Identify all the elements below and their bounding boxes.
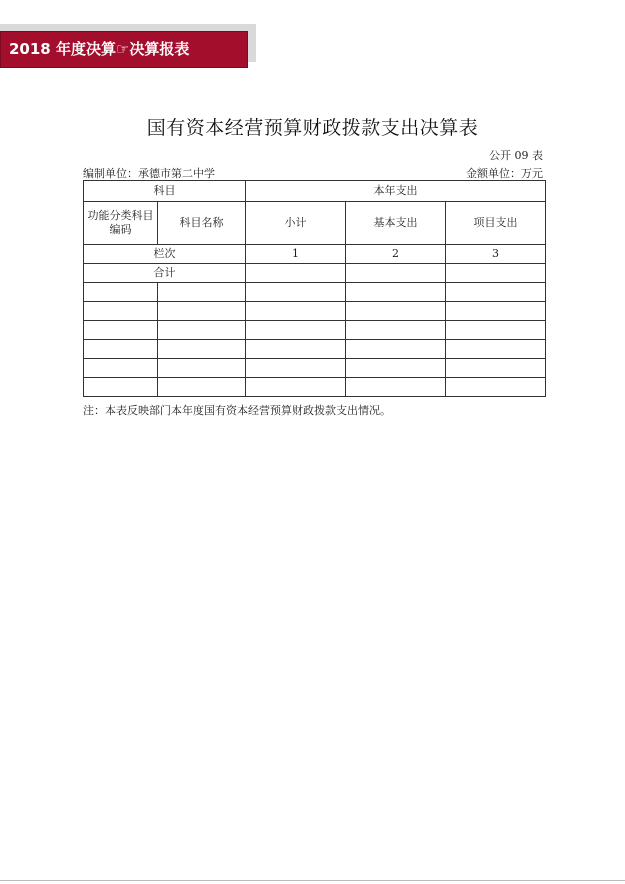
table-row <box>84 359 546 378</box>
compiling-unit: 编制单位：承德市第二中学 <box>83 167 215 180</box>
col-code-header: 功能分类科目编码 <box>84 202 158 245</box>
expenditure-table <box>83 180 546 397</box>
col-subtotal-header: 小计 <box>246 202 346 245</box>
group-year-expenditure-header: 本年支出 <box>246 181 546 202</box>
row-index-2: 2 <box>346 245 446 264</box>
amount-unit: 金额单位：万元 <box>466 167 543 180</box>
table-row <box>84 378 546 397</box>
footnote: 注：本表反映部门本年度国有资本经营预算财政拨款支出情况。 <box>83 404 391 417</box>
table-row <box>84 302 546 321</box>
table-row <box>84 321 546 340</box>
total-basic-cell <box>346 264 446 283</box>
table-row <box>84 340 546 359</box>
report-banner: 2018 年度决算☞决算报表 <box>0 31 248 68</box>
total-subtotal-cell <box>246 264 346 283</box>
col-name-header: 科目名称 <box>158 202 246 245</box>
row-index-3: 3 <box>446 245 546 264</box>
group-subject-header: 科目 <box>84 181 246 202</box>
page-title: 国有资本经营预算财政拨款支出决算表 <box>146 117 479 139</box>
row-index-1: 1 <box>246 245 346 264</box>
table-row <box>84 283 546 302</box>
total-project-cell <box>446 264 546 283</box>
total-label: 合计 <box>84 264 246 283</box>
form-code: 公开 09 表 <box>489 149 543 162</box>
col-project-header: 项目支出 <box>446 202 546 245</box>
row-index-label: 栏次 <box>84 245 246 264</box>
col-basic-header: 基本支出 <box>346 202 446 245</box>
page-bottom-divider <box>0 880 625 881</box>
